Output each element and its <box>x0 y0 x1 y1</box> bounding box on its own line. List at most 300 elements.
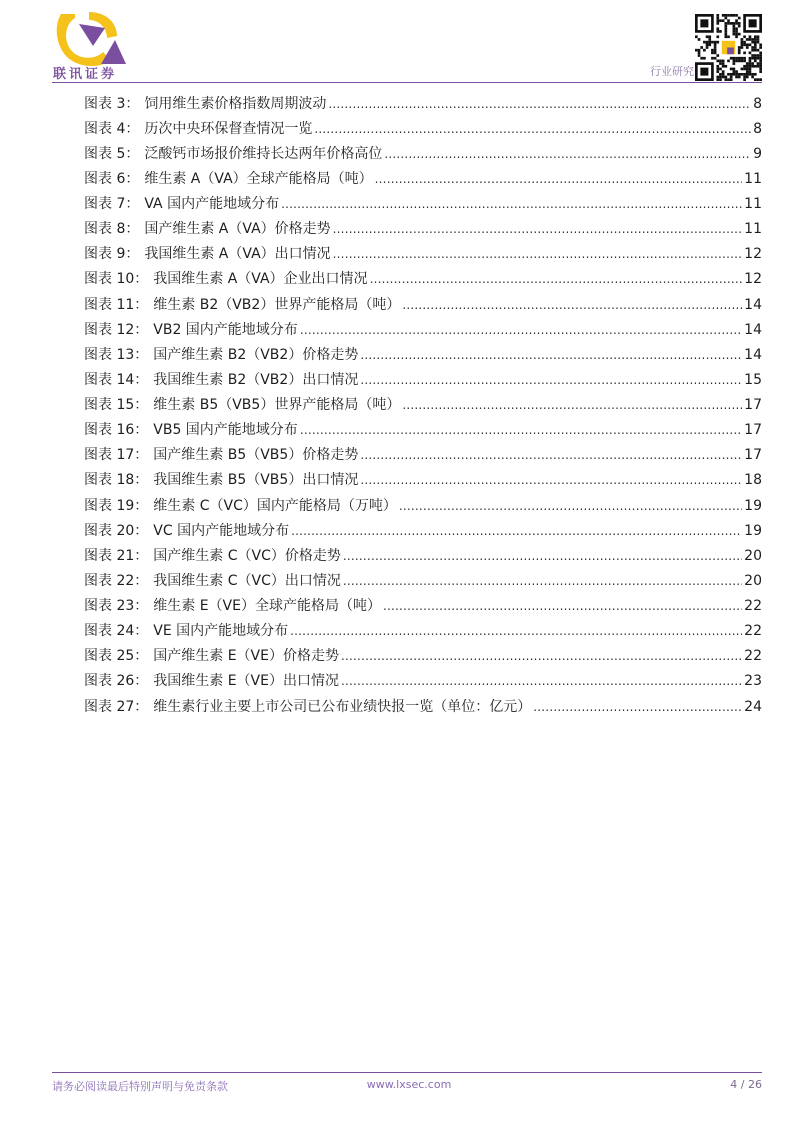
page-number: 14 <box>744 296 762 313</box>
qr-module <box>727 48 734 55</box>
qr-module <box>724 27 727 30</box>
figure-title: VB2 国内产能地域分布 <box>153 321 298 338</box>
qr-module <box>746 76 749 79</box>
qr-module <box>695 35 698 38</box>
qr-module <box>757 54 760 57</box>
qr-module <box>759 65 762 68</box>
qr-module <box>738 46 741 49</box>
qr-module <box>706 41 709 44</box>
figure-label: 图表 15： <box>84 397 149 413</box>
dot-leader <box>314 117 751 142</box>
figure-title: 国产维生素 B5（VB5）价格走势 <box>153 447 359 464</box>
qr-module <box>754 54 757 57</box>
qr-module <box>708 35 711 38</box>
toc-entry[interactable] <box>84 167 762 192</box>
dot-leader <box>343 569 742 594</box>
figure-title: 国产维生素 B2（VB2）价格走势 <box>153 346 359 363</box>
toc-entry[interactable] <box>84 418 762 443</box>
footer-disclaimer[interactable]: 请务必阅读最后特别声明与免责条款 <box>52 1080 228 1093</box>
dot-leader <box>360 368 742 393</box>
qr-module <box>746 62 749 65</box>
qr-module <box>700 57 703 60</box>
qr-module <box>735 57 738 60</box>
qr-module <box>714 43 717 46</box>
figure-label: 图表 7： <box>84 196 140 212</box>
qr-module <box>759 46 762 49</box>
qr-module <box>751 38 754 41</box>
qr-module <box>749 57 752 60</box>
qr-module <box>708 43 711 46</box>
qr-module <box>733 73 736 76</box>
figure-title: VC 国内产能地域分布 <box>153 522 290 539</box>
toc-entry[interactable] <box>84 217 762 242</box>
qr-module <box>754 73 757 76</box>
qr-module <box>724 35 727 38</box>
qr-module <box>735 76 738 79</box>
qr-module <box>749 52 752 55</box>
qr-module <box>759 57 762 60</box>
page-number: 19 <box>744 522 762 539</box>
qr-module <box>743 78 746 81</box>
qr-module <box>733 62 736 65</box>
qr-module <box>711 41 714 44</box>
logo-purple-wedge <box>79 24 105 46</box>
qr-module <box>743 41 746 44</box>
qr-module <box>733 70 736 73</box>
qr-module <box>700 19 708 27</box>
qr-module <box>716 76 719 79</box>
qr-module <box>719 73 722 76</box>
qr-module <box>751 49 754 52</box>
qr-module <box>722 73 725 76</box>
dot-leader <box>370 267 743 292</box>
figure-title: 维生素 B5（VB5）世界产能格局（吨） <box>153 397 401 413</box>
dot-leader <box>291 519 742 544</box>
qr-module <box>743 73 746 76</box>
qr-module <box>754 41 757 44</box>
qr-module <box>722 76 725 79</box>
page-number: 22 <box>744 598 762 614</box>
figure-label: 图表 4： <box>84 120 140 137</box>
figure-label: 图表 25： <box>84 648 149 665</box>
qr-module <box>749 60 752 63</box>
toc-entry[interactable] <box>84 368 762 393</box>
page-number: 20 <box>744 572 762 589</box>
toc-entry[interactable] <box>84 142 762 167</box>
qr-module <box>716 54 719 57</box>
toc-entry[interactable] <box>84 343 762 368</box>
qr-module <box>759 70 762 73</box>
figure-label: 图表 22： <box>84 572 149 589</box>
qr-module <box>754 43 757 46</box>
qr-module <box>700 68 708 76</box>
qr-module <box>714 57 717 60</box>
qr-module <box>746 73 749 76</box>
qr-module <box>754 49 757 52</box>
qr-module <box>754 57 757 60</box>
qr-module <box>735 35 738 38</box>
qr-module <box>741 38 744 41</box>
toc-entry[interactable] <box>84 569 762 594</box>
qr-module <box>706 46 709 49</box>
dot-leader <box>333 242 743 267</box>
qr-module <box>724 14 727 17</box>
qr-module <box>722 19 725 22</box>
dot-leader <box>290 619 742 644</box>
toc-entry[interactable] <box>84 92 762 117</box>
qr-module <box>738 22 741 25</box>
qr-module <box>759 52 762 55</box>
dot-leader <box>328 92 751 117</box>
qr-module <box>735 33 738 36</box>
qr-module <box>741 60 744 63</box>
qr-module <box>727 19 730 22</box>
toc-entry[interactable] <box>84 267 762 292</box>
qr-module <box>733 68 736 71</box>
header-divider <box>52 82 762 83</box>
dot-leader <box>333 217 743 242</box>
figure-title: 饲用维生素价格指数周期波动 <box>144 95 327 112</box>
figure-label: 图表 3： <box>84 95 140 112</box>
toc-entry[interactable] <box>84 695 762 720</box>
qr-module <box>730 78 733 81</box>
qr-module <box>716 60 719 63</box>
figure-title: 维生素 C（VC）国内产能格局（万吨） <box>153 497 397 514</box>
figure-label: 图表 6： <box>84 170 140 187</box>
qr-module <box>733 14 736 17</box>
qr-module <box>733 60 736 63</box>
qr-module <box>724 25 727 28</box>
dot-leader <box>343 544 742 569</box>
toc-entry[interactable] <box>84 494 762 519</box>
qr-module <box>706 43 709 46</box>
toc-entry[interactable] <box>84 443 762 468</box>
figure-label: 图表 24： <box>84 623 149 640</box>
qr-module <box>749 62 752 65</box>
dot-leader <box>360 343 742 368</box>
qr-module <box>735 70 738 73</box>
qr-module <box>714 49 717 52</box>
dot-leader <box>375 167 743 192</box>
qr-module <box>722 60 725 63</box>
qr-module <box>698 54 701 57</box>
qr-module <box>749 65 752 68</box>
qr-module <box>714 46 717 49</box>
figure-title: 我国维生素 C（VC）出口情况 <box>153 572 341 589</box>
qr-module <box>724 30 727 33</box>
qr-module <box>700 46 703 49</box>
qr-module <box>730 14 733 17</box>
dot-leader <box>360 443 742 468</box>
qr-module <box>759 68 762 71</box>
qr-module <box>759 62 762 65</box>
toc-entry[interactable] <box>84 619 762 644</box>
toc-entry[interactable] <box>84 468 762 493</box>
qr-module <box>698 38 701 41</box>
figure-title: 维生素 A（VA）全球产能格局（吨） <box>144 170 373 187</box>
qr-module <box>714 41 717 44</box>
figure-title: VE 国内产能地域分布 <box>153 623 289 640</box>
qr-module <box>749 70 752 73</box>
qr-module <box>716 70 719 73</box>
figure-title: 我国维生素 A（VA）企业出口情况 <box>153 271 368 288</box>
qr-module <box>722 65 725 68</box>
page-number: 17 <box>744 422 762 439</box>
qr-module <box>743 57 746 60</box>
figure-label: 图表 14： <box>84 371 149 388</box>
page-number: 22 <box>744 648 762 665</box>
qr-module <box>716 78 719 81</box>
qr-module <box>727 73 730 76</box>
qr-module <box>757 49 760 52</box>
toc-entry[interactable] <box>84 293 762 318</box>
page-number: 24 <box>744 698 762 715</box>
qr-module <box>730 68 733 71</box>
qr-module <box>757 62 760 65</box>
qr-module <box>749 38 752 41</box>
toc-entry[interactable] <box>84 242 762 267</box>
qr-module <box>727 60 730 63</box>
qr-module <box>743 35 746 38</box>
qr-module <box>719 78 722 81</box>
qr-module <box>751 73 754 76</box>
qr-module <box>754 65 757 68</box>
page-number: 11 <box>744 221 762 238</box>
figure-label: 图表 21： <box>84 547 149 564</box>
qr-module <box>738 60 741 63</box>
qr-module <box>749 19 757 27</box>
qr-module <box>757 65 760 68</box>
figure-index-list <box>84 92 762 720</box>
qr-module <box>716 35 719 38</box>
qr-module <box>719 60 722 63</box>
report-section-label: 行业研究 <box>650 65 694 78</box>
figure-label: 图表 5： <box>84 145 140 162</box>
page-number: 11 <box>744 196 762 212</box>
qr-module <box>741 68 744 71</box>
figure-title: 泛酸钙市场报价维持长达两年价格高位 <box>144 145 383 162</box>
qr-module <box>727 35 730 38</box>
qr-module <box>727 78 730 81</box>
qr-module <box>733 25 736 28</box>
qr-module <box>754 38 757 41</box>
page-number: 22 <box>744 623 762 640</box>
qr-module <box>735 22 738 25</box>
dot-leader <box>383 594 742 619</box>
footer-website-link[interactable]: www.lxsec.com <box>366 1078 452 1091</box>
qr-module <box>714 52 717 55</box>
qr-module <box>741 43 744 46</box>
figure-label: 图表 23： <box>84 598 149 614</box>
page-number: 23 <box>744 673 762 690</box>
dot-leader <box>300 318 742 343</box>
figure-label: 图表 18： <box>84 472 149 489</box>
qr-module <box>724 65 727 68</box>
qr-module <box>727 22 730 25</box>
qr-module <box>738 76 741 79</box>
qr-module <box>751 46 754 49</box>
qr-module <box>743 60 746 63</box>
qr-module <box>757 38 760 41</box>
qr-module <box>716 17 719 20</box>
qr-module <box>749 35 752 38</box>
qr-module <box>703 49 706 52</box>
qr-module <box>751 57 754 60</box>
figure-label: 图表 10： <box>84 271 149 288</box>
qr-module <box>695 49 698 52</box>
qr-module <box>751 62 754 65</box>
qr-module <box>716 68 719 71</box>
qr-module <box>724 76 727 79</box>
qr-module <box>735 73 738 76</box>
qr-module <box>733 57 736 60</box>
page-number: 17 <box>744 397 762 413</box>
dot-leader <box>384 142 751 167</box>
figure-title: 我国维生素 E（VE）出口情况 <box>153 673 339 690</box>
qr-module <box>730 73 733 76</box>
qr-module <box>746 38 749 41</box>
page-number: 14 <box>744 321 762 338</box>
qr-module <box>730 57 733 60</box>
page-indicator: 4 / 26 <box>730 1078 762 1091</box>
toc-entry[interactable] <box>84 544 762 569</box>
qr-module <box>735 60 738 63</box>
toc-entry[interactable] <box>84 117 762 142</box>
qr-module <box>759 78 762 81</box>
toc-entry[interactable] <box>84 644 762 669</box>
page-number: 14 <box>744 346 762 363</box>
qr-module <box>722 70 725 73</box>
qr-module <box>733 22 736 25</box>
qr-module <box>703 57 706 60</box>
qr-module <box>711 52 714 55</box>
qr-module <box>746 65 749 68</box>
qr-module <box>719 76 722 79</box>
figure-label: 图表 26： <box>84 673 149 690</box>
figure-title: 历次中央环保督查情况一览 <box>144 120 313 137</box>
qr-module <box>730 22 733 25</box>
qr-module <box>703 41 706 44</box>
qr-module <box>746 46 749 49</box>
figure-title: VB5 国内产能地域分布 <box>153 422 298 439</box>
qr-module <box>711 49 714 52</box>
figure-label: 图表 8： <box>84 221 140 238</box>
figure-title: 维生素 B2（VB2）世界产能格局（吨） <box>153 296 401 313</box>
figure-title: 我国维生素 B5（VB5）出口情况 <box>153 472 359 489</box>
toc-entry[interactable] <box>84 192 762 217</box>
qr-module <box>724 17 727 20</box>
figure-title: 国产维生素 A（VA）价格走势 <box>144 221 331 238</box>
page-number: 19 <box>744 497 762 514</box>
qr-module <box>738 25 741 28</box>
toc-entry[interactable] <box>84 594 762 619</box>
figure-title: 维生素 E（VE）全球产能格局（吨） <box>153 598 381 614</box>
dot-leader <box>360 468 742 493</box>
qr-module <box>716 41 719 44</box>
qr-module <box>708 38 711 41</box>
qr-module <box>719 62 722 65</box>
qr-module <box>757 57 760 60</box>
page-number: 17 <box>744 447 762 464</box>
qr-module <box>751 76 754 79</box>
qr-module <box>733 30 736 33</box>
toc-entry[interactable] <box>84 669 762 694</box>
figure-label: 图表 16： <box>84 422 149 439</box>
figure-title: 我国维生素 B2（VB2）出口情况 <box>153 371 359 388</box>
figure-title: VA 国内产能地域分布 <box>144 196 280 212</box>
page-number: 12 <box>744 246 762 263</box>
qr-module <box>733 33 736 36</box>
qr-module <box>716 22 719 25</box>
qr-module <box>751 54 754 57</box>
qr-module <box>738 17 741 20</box>
toc-entry[interactable] <box>84 318 762 343</box>
qr-module <box>738 73 741 76</box>
page-number: 8 <box>753 95 762 112</box>
figure-label: 图表 9： <box>84 246 140 263</box>
qr-module <box>759 60 762 63</box>
qr-module <box>746 68 749 71</box>
qr-module <box>716 14 719 17</box>
qr-module <box>719 19 722 22</box>
qr-module <box>741 73 744 76</box>
qr-module <box>754 46 757 49</box>
page-number: 12 <box>744 271 762 288</box>
figure-label: 图表 19： <box>84 497 149 514</box>
qr-code <box>695 14 762 81</box>
qr-module <box>743 68 746 71</box>
dot-leader <box>399 494 742 519</box>
qr-module <box>738 57 741 60</box>
figure-title: 我国维生素 A（VA）出口情况 <box>144 246 331 263</box>
figure-label: 图表 27： <box>84 698 149 715</box>
qr-module <box>741 57 744 60</box>
toc-entry[interactable] <box>84 519 762 544</box>
qr-module <box>751 41 754 44</box>
qr-module <box>759 54 762 57</box>
qr-module <box>757 35 760 38</box>
figure-label: 图表 11： <box>84 296 149 313</box>
qr-module <box>706 35 709 38</box>
dot-leader <box>341 669 742 694</box>
dot-leader <box>402 293 742 318</box>
figure-label: 图表 20： <box>84 522 149 539</box>
qr-module <box>719 30 722 33</box>
figure-label: 图表 13： <box>84 346 149 363</box>
qr-module <box>749 73 752 76</box>
qr-module <box>754 60 757 63</box>
logo-purple-triangle <box>101 40 126 64</box>
qr-module <box>716 65 719 68</box>
dot-leader <box>281 192 742 217</box>
qr-module <box>754 35 757 38</box>
page-number: 9 <box>753 145 762 162</box>
qr-module <box>724 33 727 36</box>
dot-leader <box>341 644 742 669</box>
qr-module <box>749 43 752 46</box>
qr-module <box>757 41 760 44</box>
page-number: 18 <box>744 472 762 489</box>
qr-module <box>754 78 757 81</box>
page-number: 15 <box>744 371 762 388</box>
toc-entry[interactable] <box>84 393 762 418</box>
qr-module <box>698 49 701 52</box>
page-number: 11 <box>744 170 762 187</box>
qr-module <box>746 43 749 46</box>
qr-module <box>743 76 746 79</box>
figure-title: 国产维生素 E（VE）价格走势 <box>153 648 339 665</box>
figure-label: 图表 17： <box>84 447 149 464</box>
